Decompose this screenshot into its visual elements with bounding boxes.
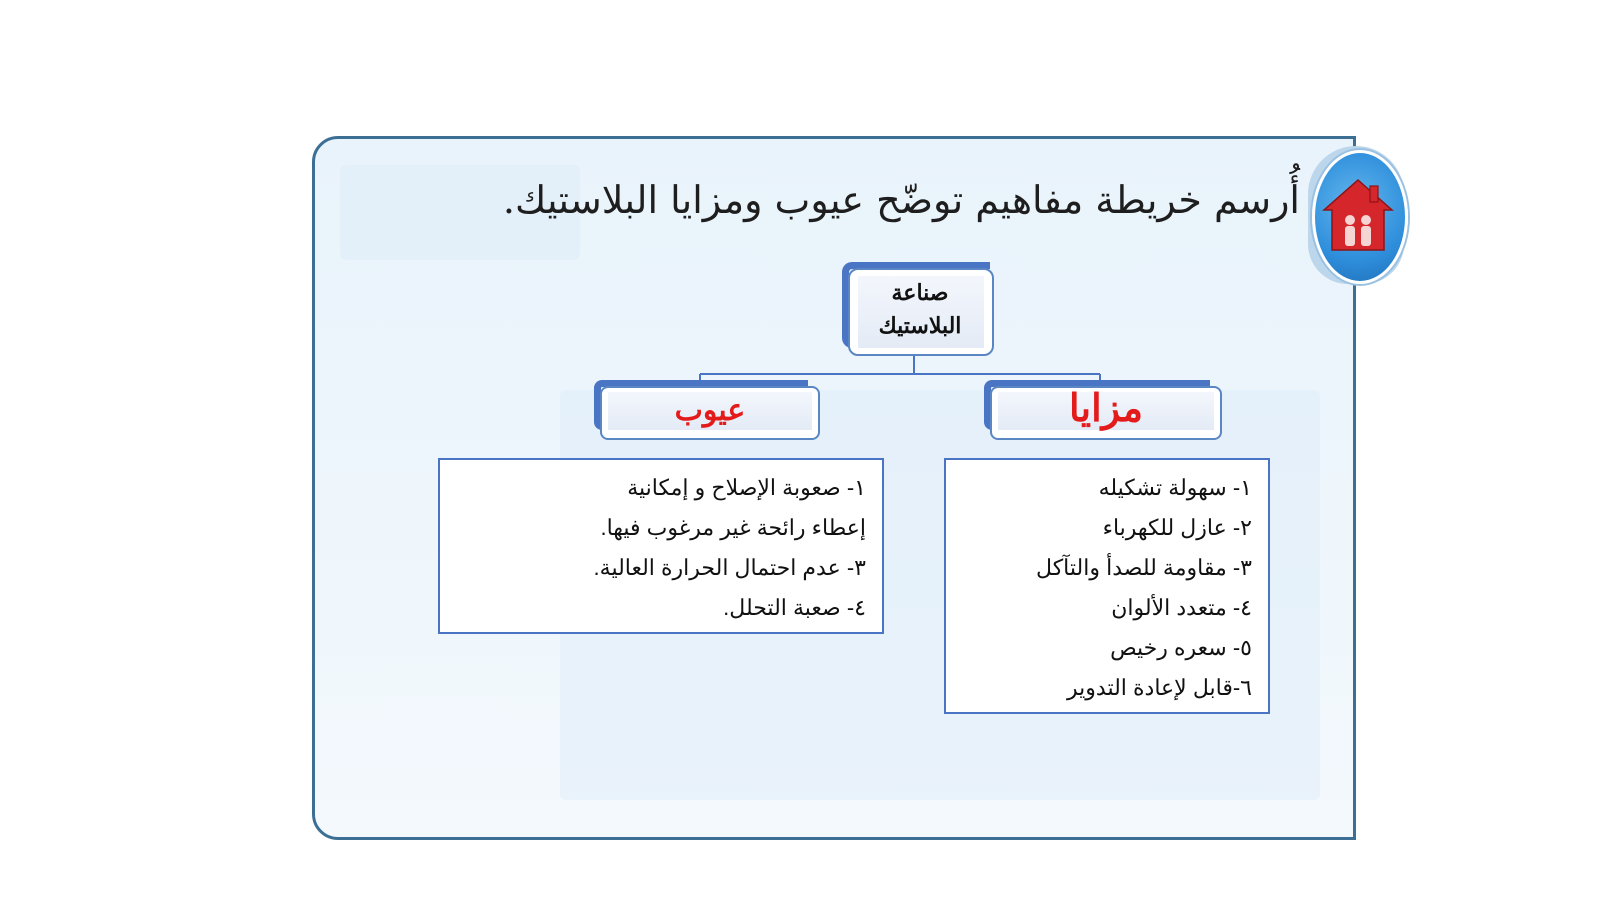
advantage-item: ٦-قابل لإعادة التدوير xyxy=(1067,675,1252,700)
root-node-line2: البلاستيك xyxy=(878,313,962,338)
disadvantages-list xyxy=(438,458,884,634)
disadvantage-item: ٣- عدم احتمال الحرارة العالية. xyxy=(593,555,866,580)
advantages-label: مزايا xyxy=(1068,388,1144,430)
disadvantage-item: إعطاء رائحة غير مرغوب فيها. xyxy=(600,515,866,540)
disadvantage-item: ٤- صعبة التحلل. xyxy=(723,595,866,620)
advantage-item: ٢- عازل للكهرباء xyxy=(1102,515,1252,540)
disadvantage-item: ١- صعوبة الإصلاح و إمكانية xyxy=(627,475,866,500)
advantage-item: ٥- سعره رخيص xyxy=(1110,635,1252,660)
root-node-label xyxy=(850,276,990,352)
root-node-line1: صناعة xyxy=(891,280,949,305)
advantage-item: ١- سهولة تشكيله xyxy=(1098,475,1252,500)
home-icon[interactable] xyxy=(1322,174,1394,254)
advantage-item: ٤- متعدد الألوان xyxy=(1111,595,1252,620)
disadvantages-label: عيوب xyxy=(674,394,746,427)
advantages-list xyxy=(944,458,1270,714)
advantage-item: ٣- مقاومة للصدأ والتآكل xyxy=(1036,555,1252,580)
question-title: أُرسم خريطة مفاهيم توضّح عيوب ومزايا البلاستيك. xyxy=(502,178,1300,222)
